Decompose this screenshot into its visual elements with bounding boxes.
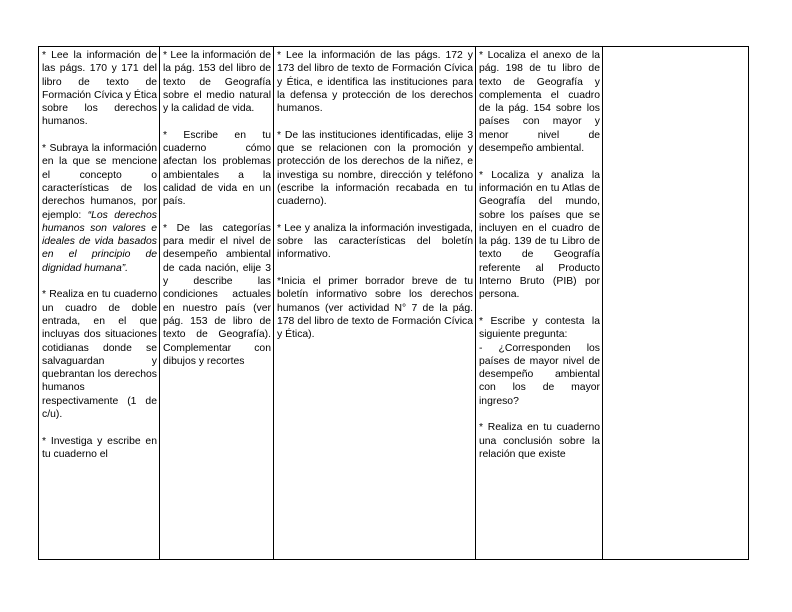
paragraph-text: * Escribe y contesta la siguiente pregunta: xyxy=(479,315,600,341)
activity-paragraph xyxy=(479,169,600,302)
activity-paragraph xyxy=(479,49,600,155)
paragraph-text: * Realiza en tu cuaderno un cuadro de doble entrada, en el que incluyas dos situaciones cotidianas donde se salvaguardan y quebrantan los derechos humanos respectivamente (1 de c/u). xyxy=(42,289,157,421)
italic-example-text: “Los derechos humanos son valores e ideales de vida basados en el principio de dignidad humana”. xyxy=(42,209,157,274)
activity-paragraph xyxy=(42,288,157,421)
activity-paragraph xyxy=(479,421,600,461)
paragraph-text: * Localiza y analiza la información en tu Atlas de Geografía del mundo, sobre los países que se incluyen en el cuadro de la pág. 139 de tu Libro de texto de Geografía referente al Producto Interno Bruto (PIB) por persona. xyxy=(479,169,600,301)
activity-paragraph xyxy=(163,222,271,368)
paragraph-text: * Lee y analiza la información investigada, sobre las características del boletín informativo. xyxy=(277,222,473,261)
paragraph-text: * Investiga y escribe en tu cuaderno el xyxy=(42,435,157,460)
activity-paragraph xyxy=(277,222,473,262)
paragraph-text: * Localiza el anexo de la pág. 198 de tu libro de texto de Geografía y complementa el cuadro de la pág. 154 sobre los países con mayor y menor nivel de desempeño ambiental. xyxy=(479,50,600,155)
activity-paragraph xyxy=(42,49,157,129)
table-row xyxy=(39,47,749,560)
activity-paragraph xyxy=(42,435,157,462)
table-cell-column-1 xyxy=(39,47,160,560)
activity-paragraph xyxy=(277,129,473,209)
activity-paragraph xyxy=(163,49,271,115)
table-cell-column-3 xyxy=(274,47,476,560)
paragraph-text: - ¿Corresponden los países de mayor nivel de desempeño ambiental con los de mayor ingreso? xyxy=(479,342,600,407)
table-cell-column-4 xyxy=(476,47,603,560)
paragraph-text: * Lee la información de las págs. 170 y 171 del libro de texto de Formación Cívica y Ética sobre los derechos humanos. xyxy=(42,50,157,128)
activity-paragraph xyxy=(163,129,271,209)
paragraph-text: * Realiza en tu cuaderno una conclusión sobre la relación que existe xyxy=(479,422,600,460)
activity-paragraph xyxy=(277,275,473,341)
table-cell-column-5 xyxy=(603,47,749,560)
paragraph-text: * De las instituciones identificadas, elije 3 que se relacionen con la promoción y protección de los derechos de la niñez, e investiga su nombre, dirección y teléfono (escribe la información recabada en tu cuaderno). xyxy=(277,129,473,208)
paragraph-text: * De las categorías para medir el nivel de desempeño ambiental de cada nación, elije 3 y describe las condiciones actuales en nuestro país (ver pág. 153 de libro de texto de Geografía). Complementar con dibujos y recortes xyxy=(163,222,271,367)
paragraph-text: * Lee la información de las págs. 172 y 173 del libro de texto de Formación Cívica y Ética, e identifica las instituciones para la defensa y protección de los derechos humanos. xyxy=(277,50,473,115)
activities-table xyxy=(38,46,749,560)
activity-paragraph xyxy=(277,49,473,115)
activity-paragraph xyxy=(479,315,600,408)
paragraph-text: *Inicia el primer borrador breve de tu boletín informativo sobre los derechos humanos (ver actividad N° 7 de la pág. 178 del libro de texto de Formación Cívica y Ética). xyxy=(277,276,473,341)
paragraph-text: * Subraya la información en la que se mencione el concepto o características de los derechos humanos, por ejemplo: xyxy=(42,143,157,221)
paragraph-text: * Lee la información de la pág. 153 del libro de texto de Geografía sobre el medio natural y la calidad de vida. xyxy=(163,50,271,115)
paragraph-text: * Escribe en tu cuaderno cómo afectan los problemas ambientales a la calidad de vida en un país. xyxy=(163,129,271,208)
table-cell-column-2 xyxy=(160,47,274,560)
activity-paragraph xyxy=(42,142,157,275)
